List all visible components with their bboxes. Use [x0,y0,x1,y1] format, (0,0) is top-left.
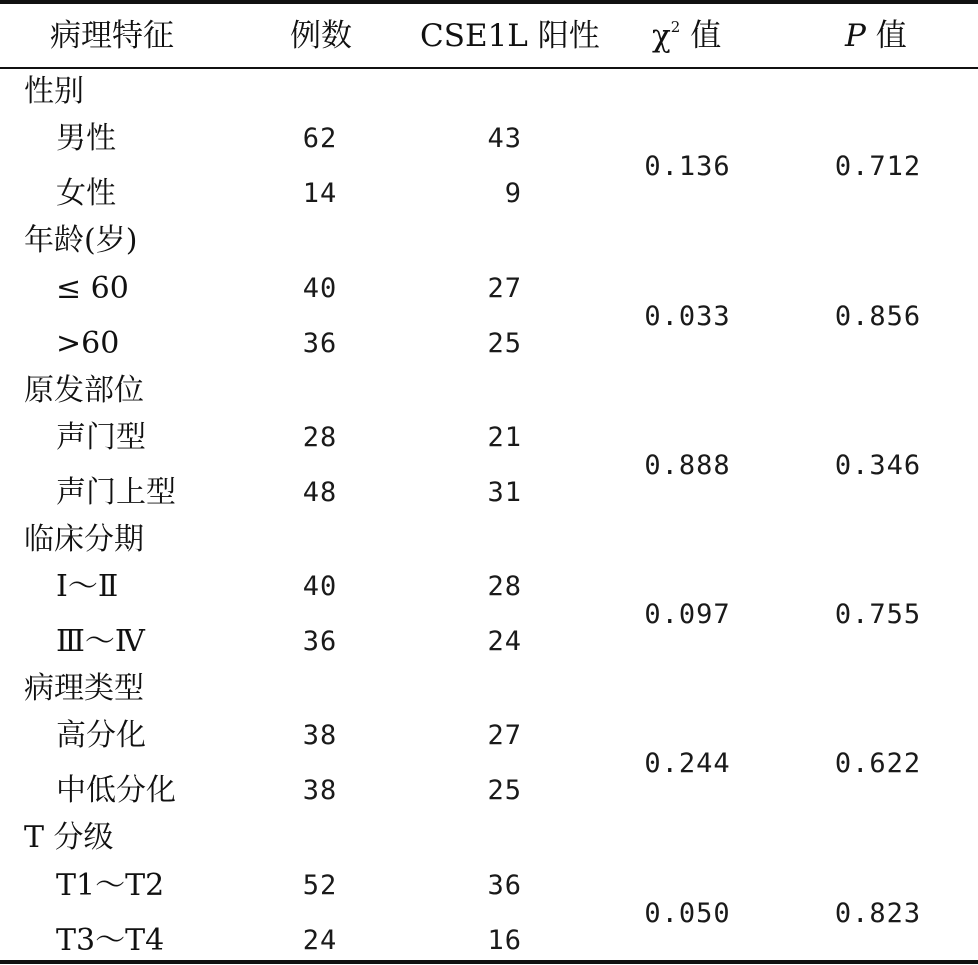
row-label: 中低分化 [56,773,176,808]
row-count: 36 [302,328,338,359]
row-positive: 27 [487,720,522,751]
row-count: 14 [302,178,338,209]
group-chi2: 0.050 [644,898,731,929]
group-p-value: 0.712 [834,151,922,182]
row-positive: 43 [487,123,522,154]
group-chi2: 0.136 [644,151,731,182]
group-p-value: 0.755 [834,599,922,630]
row-label: T1～T2 [56,868,165,903]
header-count: 例数 [290,18,352,54]
row-positive: 9 [504,178,522,209]
row-positive: 27 [487,273,522,304]
group-chi2: 0.033 [644,301,731,332]
group-p-value: 0.856 [834,301,922,332]
header-chi-square [652,14,721,58]
group-chi2: 0.244 [644,748,731,779]
row-count: 36 [302,626,338,657]
row-label: 声门上型 [56,475,176,510]
row-label: >60 [56,326,120,361]
row-positive: 24 [487,626,522,657]
row-positive: 31 [487,477,522,508]
group-label-age: 年龄(岁) [24,223,138,258]
row-count: 62 [302,123,338,154]
row-positive: 28 [487,571,522,602]
header-feature: 病理特征 [50,18,174,54]
row-positive: 21 [487,422,522,453]
header-rule [0,67,978,69]
row-label: ≤ 60 [56,271,129,306]
p-suffix: 值 [865,18,907,54]
row-count: 52 [302,870,338,901]
group-label-clinical-stage: 临床分期 [24,522,144,557]
row-label: 声门型 [56,420,146,455]
group-label-sex: 性别 [24,74,84,109]
row-count: 40 [302,571,338,602]
group-chi2: 0.097 [644,599,731,630]
chi-superscript: 2 [670,18,681,36]
row-label: 高分化 [56,718,146,753]
group-label-t-grade: T 分级 [24,820,114,855]
row-label: T3～T4 [56,923,165,958]
header-cse1l-positive: CSE1L 阳性 [420,18,600,54]
row-label: 女性 [56,176,116,211]
bottom-rule [0,960,978,964]
row-count: 48 [302,477,338,508]
header-p-value [845,14,907,58]
row-positive: 16 [487,925,522,956]
group-p-value: 0.346 [834,450,922,481]
row-label: 男性 [56,121,116,156]
group-label-primary-site: 原发部位 [24,373,144,408]
row-count: 38 [302,775,338,806]
row-positive: 25 [487,775,522,806]
row-positive: 36 [487,870,522,901]
row-count: 24 [302,925,338,956]
row-count: 40 [302,273,338,304]
group-p-value: 0.622 [834,748,922,779]
top-rule [0,0,978,4]
row-label: Ⅲ～Ⅳ [56,624,145,659]
group-chi2: 0.888 [644,450,731,481]
row-count: 28 [302,422,338,453]
group-label-pathology-type: 病理类型 [24,671,144,706]
row-label: Ⅰ～Ⅱ [56,569,119,604]
p-symbol: P [845,18,866,54]
chi-suffix: 值 [680,18,722,54]
row-count: 38 [302,720,338,751]
row-positive: 25 [487,328,522,359]
group-p-value: 0.823 [834,898,922,929]
chi-symbol: χ [652,18,671,54]
